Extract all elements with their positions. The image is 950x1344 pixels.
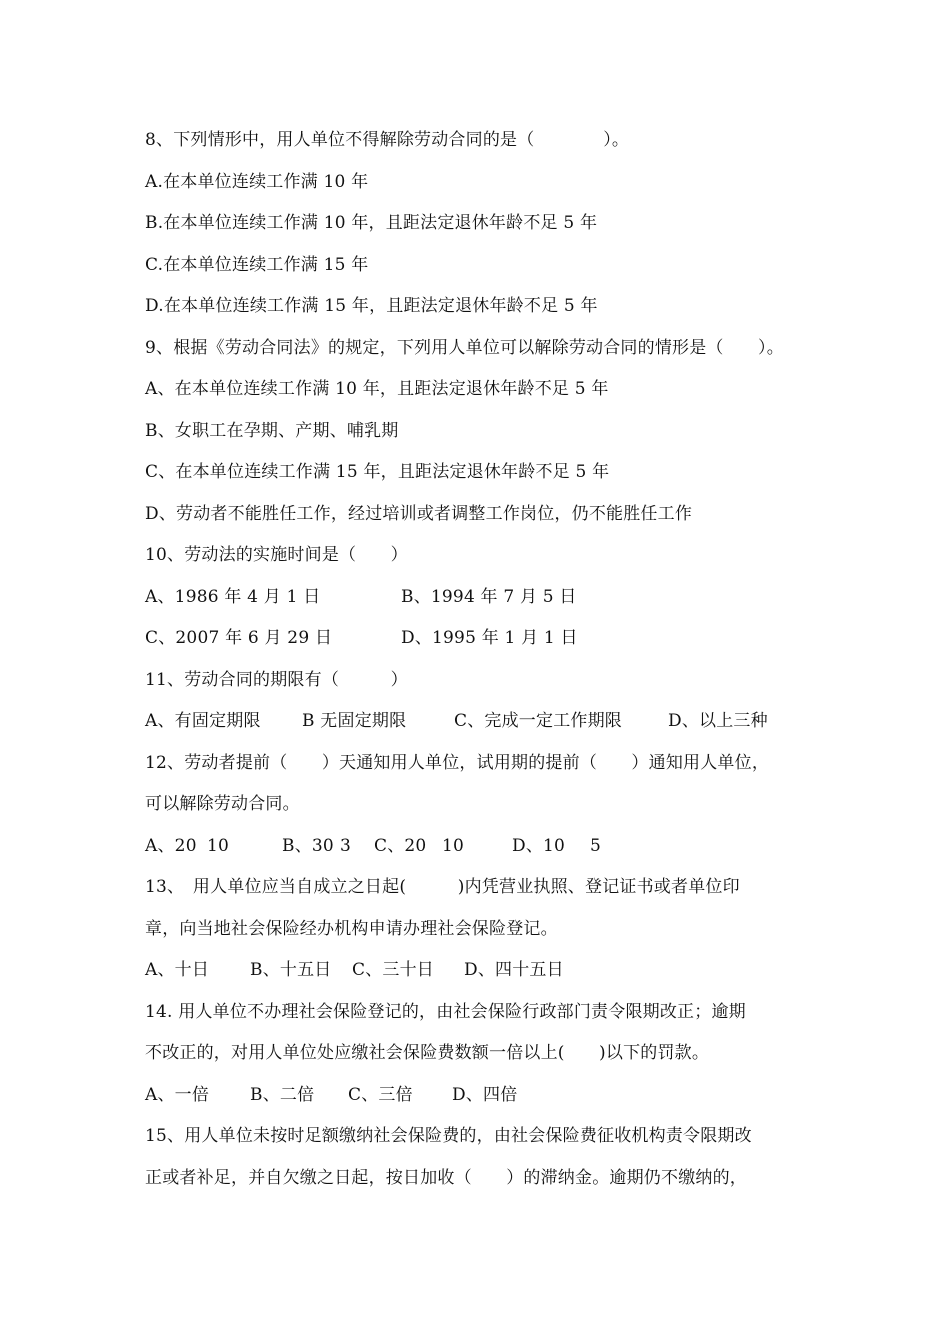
question-11-options [145,701,815,743]
question-12-option-c-second: 10 [442,835,465,856]
question-13-options [145,950,815,992]
question-12-options [145,826,815,868]
question-13-stem-line-2: 章，向当地社会保险经办机构申请办理社会保险登记。 [145,918,558,939]
question-15-stem-line-2: 正或者补足，并自欠缴之日起，按日加收（ ）的滞纳金。逾期仍不缴纳的， [145,1167,747,1188]
question-10-option-d: D、1995 年 1 月 1 日 [401,628,578,648]
question-12-stem-line-1: 12、劳动者提前（ ）天通知用人单位，试用期的提前（ ）通知用人单位， [145,752,770,773]
question-8-option-b: B.在本单位连续工作满 10 年，且距法定退休年龄不足 5 年 [145,213,598,233]
question-14-options [145,1075,815,1117]
question-11-option-a: A、有固定期限 [145,711,261,731]
question-11-option-d: D、以上三种 [668,711,768,731]
question-14-stem-line-2: 不改正的，对用人单位处应缴社会保险费数额一倍以上( )以下的罚款。 [145,1043,710,1063]
question-10-stem: 10、劳动法的实施时间是（ ） [145,545,408,565]
question-12-option-b-second: 3 [340,835,352,856]
question-14-option-a: A、一倍 [145,1084,210,1105]
question-13-option-d: D、四十五日 [464,960,564,980]
question-12-option-a-second: 10 [207,835,230,856]
question-14-option-b: B、二倍 [250,1084,315,1105]
document-content [145,120,815,1199]
question-12-option-a-first: A、20 [145,835,197,856]
question-11-option-c: C、完成一定工作期限 [454,711,623,731]
question-10-option-a: A、1986 年 4 月 1 日 [145,586,321,607]
question-10-options-row-2 [145,618,815,660]
question-13-option-b: B、十五日 [250,960,332,980]
question-14-option-d: D、四倍 [452,1084,518,1105]
question-14-option-c: C、三倍 [348,1084,413,1105]
question-13-option-a: A、十日 [145,960,210,980]
question-10-option-c: C、2007 年 6 月 29 日 [145,628,333,648]
question-8-stem: 8、下列情形中，用人单位不得解除劳动合同的是（ ）。 [145,130,630,150]
question-15-stem-line-1: 15、用人单位未按时足额缴纳社会保险费的，由社会保险费征收机构责令限期改 [145,1126,752,1146]
question-8-option-d: D.在本单位连续工作满 15 年，且距法定退休年龄不足 5 年 [145,296,598,316]
question-12-stem-line-2: 可以解除劳动合同。 [145,794,300,814]
question-9-option-b: B、女职工在孕期、产期、哺乳期 [145,420,399,441]
question-12-option-d-first: D、10 [512,835,566,856]
question-9-stem: 9、根据《劳动合同法》的规定，下列用人单位可以解除劳动合同的情形是（ ）。 [145,337,784,358]
question-10-options-row-1 [145,577,815,619]
question-9-option-d: D、劳动者不能胜任工作，经过培训或者调整工作岗位，仍不能胜任工作 [145,503,693,524]
question-11-option-b: B 无固定期限 [302,711,407,731]
question-12-option-c-first: C、20 [374,835,427,856]
question-8-option-a: A.在本单位连续工作满 10 年 [145,171,369,192]
question-10-option-b: B、1994 年 7 月 5 日 [401,586,577,607]
question-9-option-a: A、在本单位连续工作满 10 年，且距法定退休年龄不足 5 年 [145,379,609,399]
question-9-option-c: C、在本单位连续工作满 15 年，且距法定退休年龄不足 5 年 [145,462,610,482]
question-13-option-c: C、三十日 [352,960,435,980]
question-12-option-d-second: 5 [590,835,602,856]
question-8-option-c: C.在本单位连续工作满 15 年 [145,254,369,275]
question-14-stem-line-1: 14. 用人单位不办理社会保险登记的，由社会保险行政部门责令限期改正；逾期 [145,1001,746,1022]
question-12-option-b-first: B、30 [282,835,334,856]
question-13-stem-line-1: 13、 用人单位应当自成立之日起( )内凭营业执照、登记证书或者单位印 [145,877,740,897]
question-11-stem: 11、劳动合同的期限有（ ） [145,669,408,690]
